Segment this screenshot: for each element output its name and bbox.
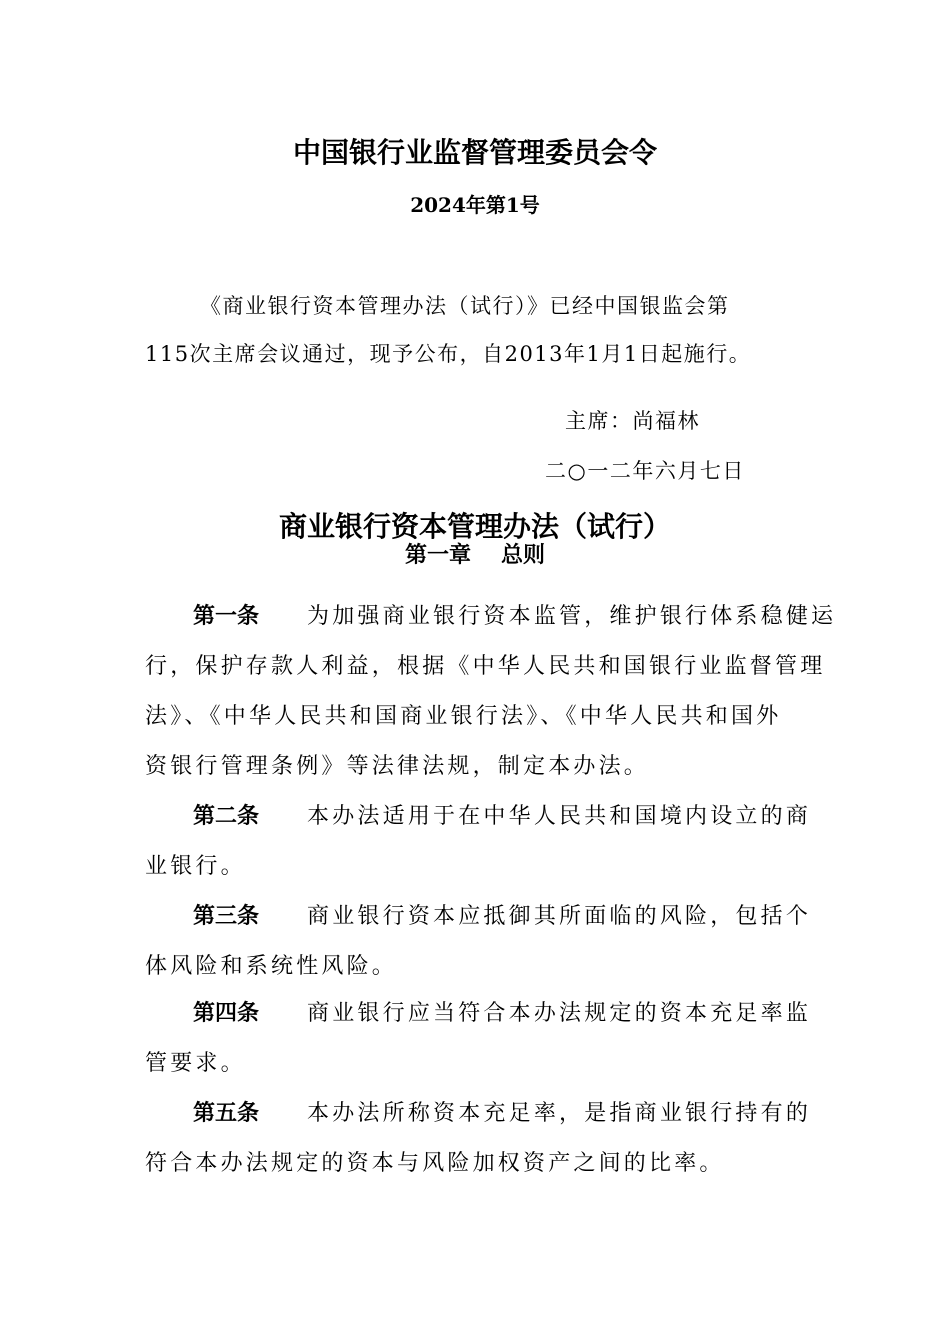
article-1-line-2: 行，保护存款人利益，根据《中华人民共和国银行业监督管理 — [145, 654, 826, 679]
article-1-first-line — [193, 606, 836, 628]
article-5-line-2: 符合本办法规定的资本与风险加权资产之间的比率。 — [145, 1151, 725, 1176]
article-5-first-line — [193, 1103, 811, 1125]
article-3-line-2: 体风险和系统性风险。 — [145, 954, 398, 979]
signature-chairman: 主席：尚福林 — [565, 409, 700, 433]
article-text: 为加强商业银行资本监管，维护银行体系稳健运 — [307, 604, 837, 629]
article-label: 第五条 — [193, 1101, 260, 1126]
article-2-first-line — [193, 806, 811, 828]
chapter-heading — [0, 545, 950, 567]
article-4-line-2: 管要求。 — [145, 1051, 246, 1076]
article-2-line-2: 业银行。 — [145, 854, 246, 879]
article-1-line-3: 法》、《中华人民共和国商业银行法》、《中华人民共和国外 — [145, 704, 782, 729]
order-title: 中国银行业监督管理委员会令 — [292, 136, 657, 169]
intro-line-2: 115次主席会议通过，现予公布，自2013年1月1日起施行。 — [145, 342, 752, 366]
chapter-title: 总则 — [501, 543, 546, 568]
chapter-number: 第一章 — [404, 543, 471, 568]
intro-line-1: 《商业银行资本管理办法（试行）》已经中国银监会第 — [200, 294, 730, 318]
article-label: 第三条 — [193, 904, 260, 929]
document-title: 商业银行资本管理办法（试行） — [278, 510, 671, 543]
article-3-first-line — [193, 906, 811, 928]
order-number: 2024年第1号 — [410, 193, 540, 217]
article-label: 第一条 — [193, 604, 260, 629]
article-text: 商业银行资本应抵御其所面临的风险，包括个 — [307, 904, 812, 929]
article-text: 商业银行应当符合本办法规定的资本充足率监 — [307, 1001, 812, 1026]
article-4-first-line — [193, 1003, 811, 1025]
article-text: 本办法所称资本充足率，是指商业银行持有的 — [307, 1101, 812, 1126]
article-label: 第二条 — [193, 804, 260, 829]
article-1-line-4: 资银行管理条例》等法律法规，制定本办法。 — [145, 754, 650, 779]
signature-date: 二○一二年六月七日 — [545, 459, 745, 483]
article-label: 第四条 — [193, 1001, 260, 1026]
article-text: 本办法适用于在中华人民共和国境内设立的商 — [307, 804, 812, 829]
